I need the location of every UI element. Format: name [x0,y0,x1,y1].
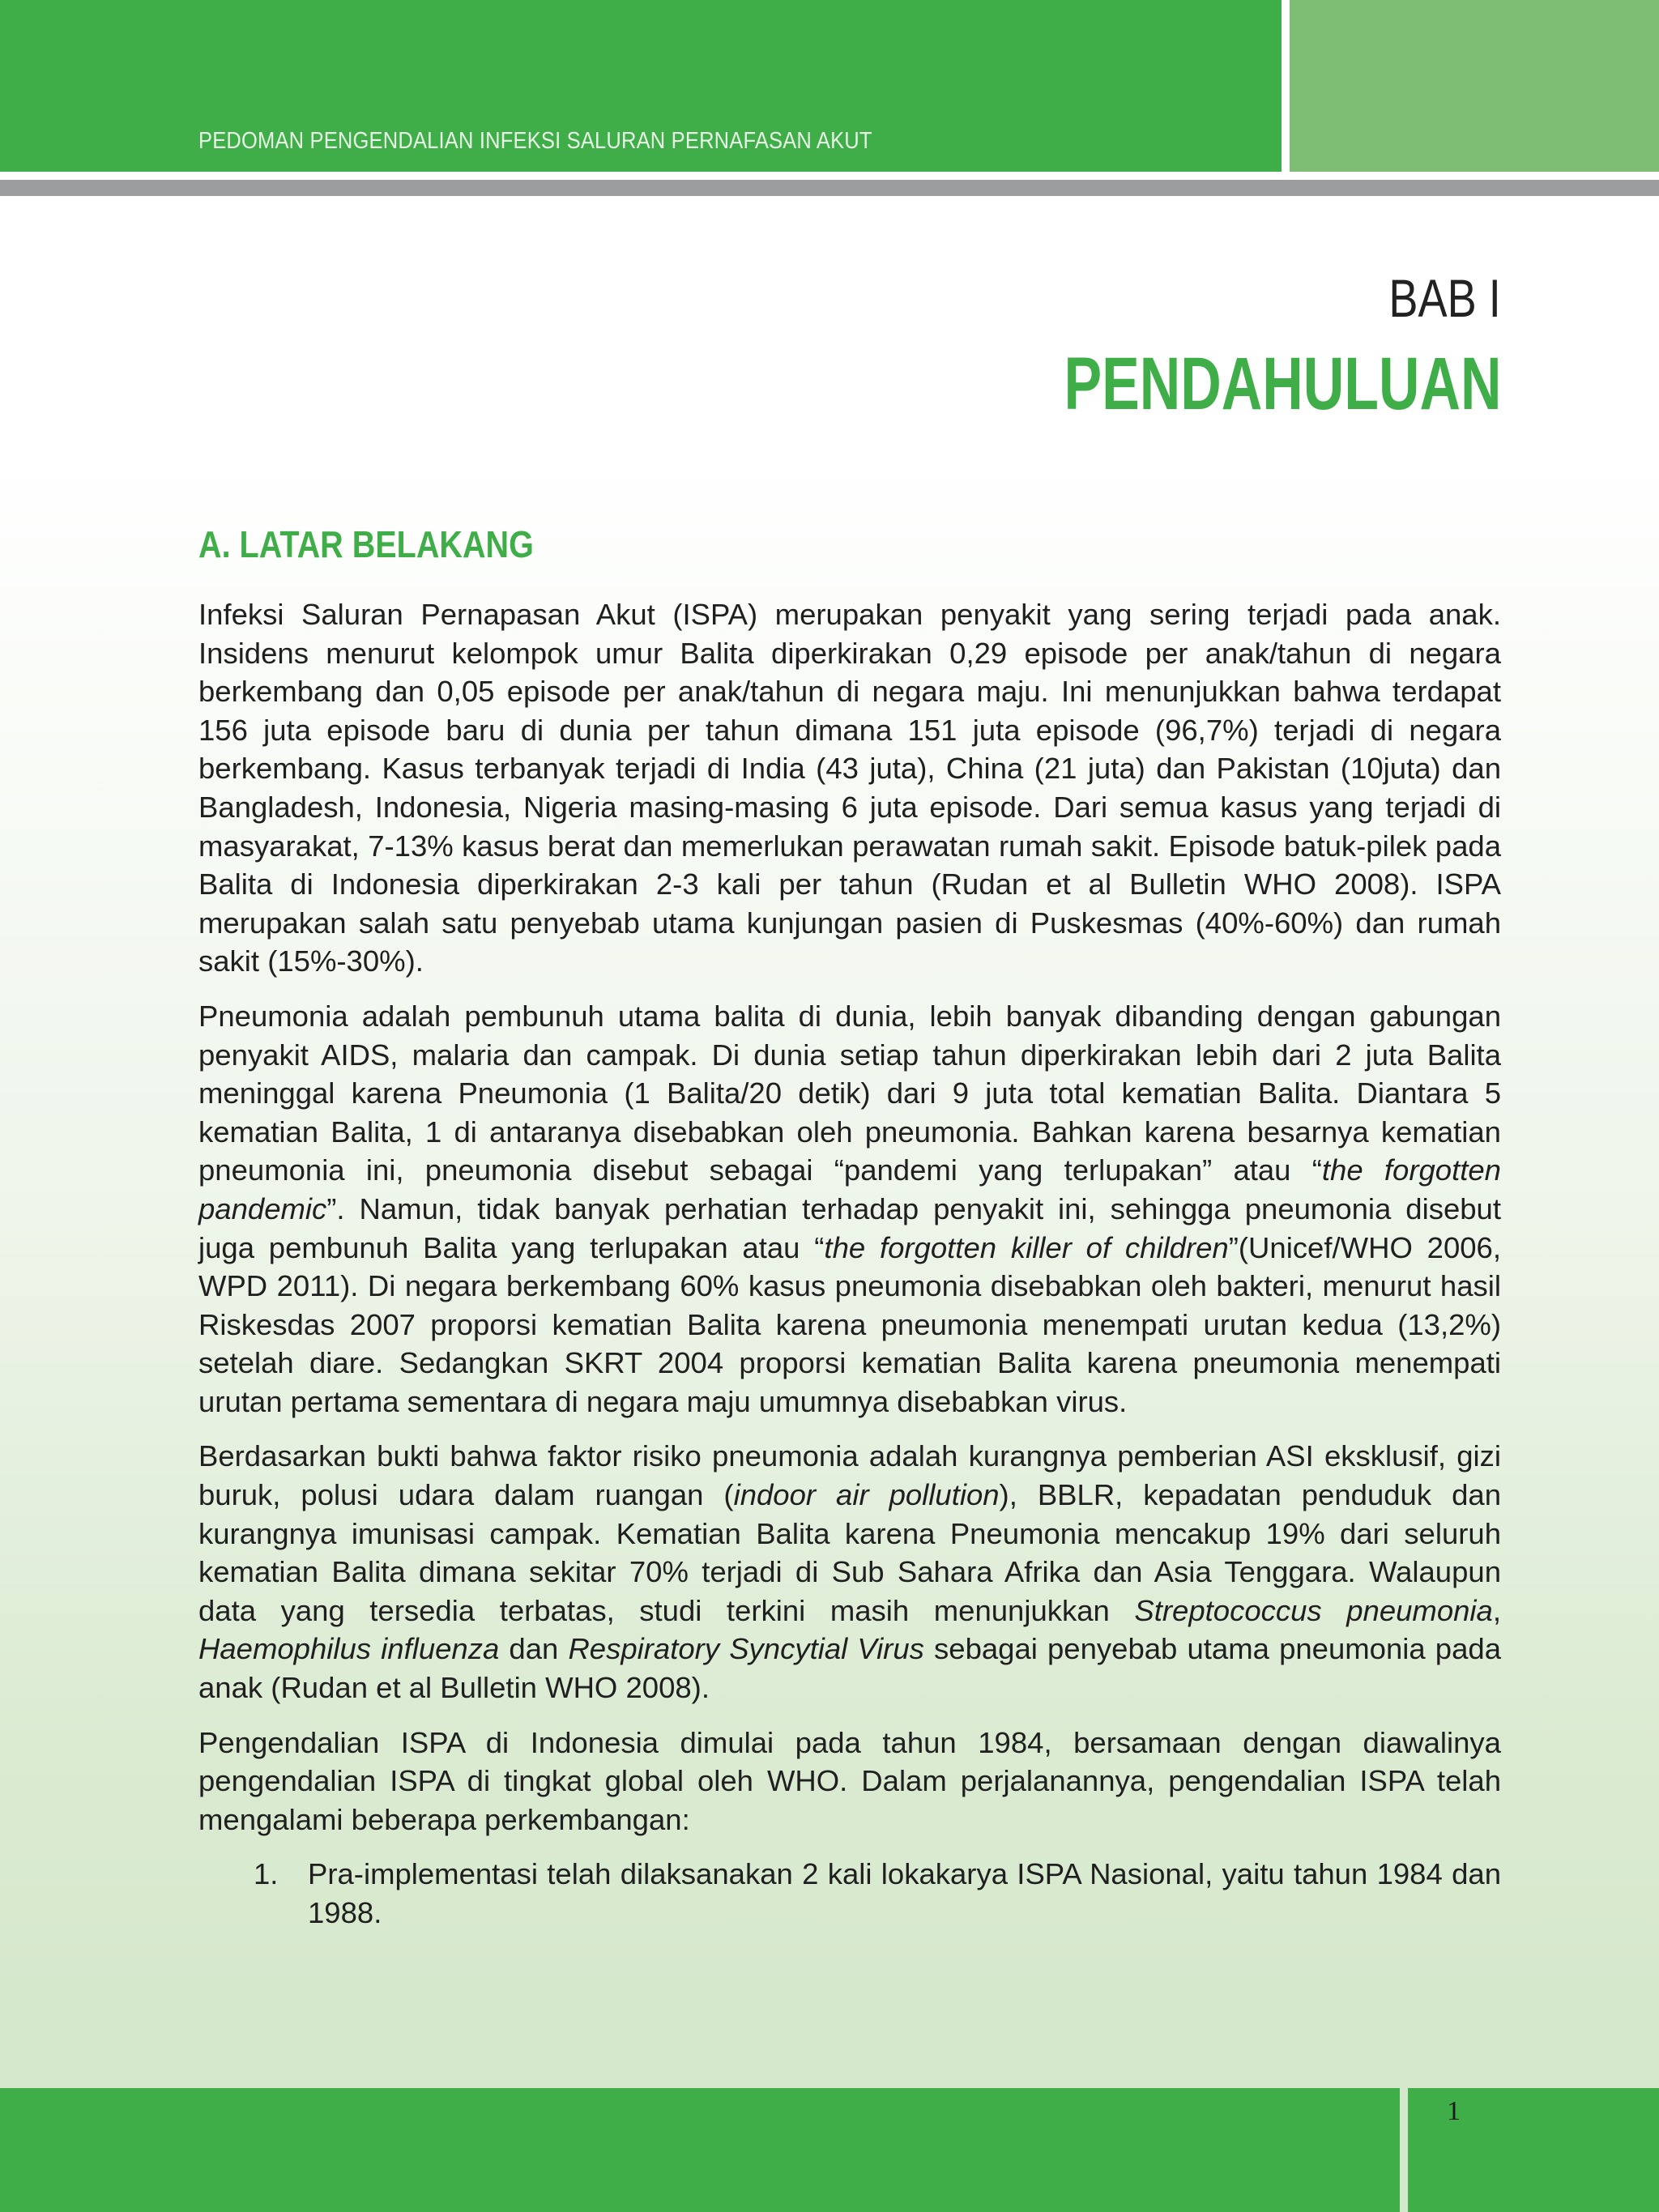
chapter-title: PENDAHULUAN [1064,343,1501,425]
italic-term: indoor air pollution [733,1478,1000,1512]
paragraph-text: ), BBLR, kepadatan penduduk dan kurangnya imunisasi campak. Kematian Balita karena Pneumonia mencakup 19% dari seluruh kematian Balita dimana sekitar 70% terjadi di Sub Sahara Afrika dan Asia Tenggara. Walaupun data yang tersedia terbatas, studi terkini masih menunjukkan [198,1478,1501,1627]
paragraph-4: Pengendalian ISPA di Indonesia dimulai pada tahun 1984, bersamaan dengan diawalinya pengendalian ISPA di tingkat global oleh WHO. Dalam perjalanannya, pengendalian ISPA telah mengalami beberapa perkembangan: [198,1725,1501,1836]
section-heading: A. LATAR BELAKANG [198,523,534,565]
body-content [198,595,1501,1933]
header-side-block [1290,0,1659,172]
footer-side-block [1408,2088,1659,2212]
running-header-title: PEDOMAN PENGENDALIAN INFEKSI SALURAN PERNAFASAN AKUT [198,128,872,154]
page-number: 1 [1447,2096,1461,2126]
header-divider-rule [0,180,1659,196]
italic-term: Streptococcus pneumonia [1134,1593,1493,1627]
list-item-number: 1. [254,1857,279,1891]
paragraph-text: Berdasarkan bukti bahwa faktor risiko pneumonia adalah kurangnya pemberian ASI eksklusif, gizi buruk, polusi udara dalam ruangan ( [198,1439,1501,1512]
paragraph-text: , [1492,1593,1502,1627]
chapter-label: BAB I [1388,268,1501,328]
italic-term: Haemophilus influenza [198,1632,500,1666]
list-item [198,1855,1501,1932]
paragraph-text: dan [499,1632,569,1666]
paragraph-1: Infeksi Saluran Pernapasan Akut (ISPA) merupakan penyakit yang sering terjadi pada anak. Insidens menurut kelompok umur Balita diperkirakan 0,29 episode per anak/tahun di negara berkembang dan 0,05 episode per anak/tahun di negara maju. Ini menunjukkan bahwa terdapat 156 juta episode baru di dunia per tahun dimana 151 juta episode (96,7%) terjadi di negara berkembang. Kasus terbanyak terjadi di India (43 juta), China (21 juta) dan Pakistan (10juta) dan Bangladesh, Indonesia, Nigeria masing-masing 6 juta episode. Dari semua kasus yang terjadi di masyarakat, 7-13% kasus berat dan memerlukan perawatan rumah sakit. Episode batuk-pilek pada Balita di Indonesia diperkirakan 2-3 kali per tahun (Rudan et al Bulletin WHO 2008). ISPA merupakan salah satu penyebab utama kunjungan pasien di Puskesmas (40%-60%) dan rumah sakit (15%-30%). [198,598,1501,978]
paragraph-text: sebagai penyebab utama pneumonia pada anak (Rudan et al Bulletin WHO 2008). [198,1632,1502,1705]
list-item-text: Pra-implementasi telah dilaksanakan 2 kali lokakarya ISPA Nasional, yaitu tahun 1984 dan 1988. [308,1857,1501,1929]
footer-band [0,2088,1400,2212]
paragraph-text: Pneumonia adalah pembunuh utama balita di dunia, lebih banyak dibanding dengan gabungan penyakit AIDS, malaria dan campak. Di dunia setiap tahun diperkirakan lebih dari 2 juta Balita meninggal karena Pneumonia (1 Balita/20 detik) dari 9 juta total kematian Balita. Diantara 5 kematian Balita, 1 di antaranya disebabkan oleh pneumonia. Bahkan karena besarnya kematian pneumonia ini, pneumonia disebut sebagai “pandemi yang terlupakan” atau “ [198,999,1501,1187]
paragraph-2 [198,997,1501,1421]
paragraph-3 [198,1437,1501,1707]
header-band [0,0,1282,172]
italic-term: Respiratory Syncytial Virus [568,1632,924,1666]
italic-term: the forgotten killer of children [824,1230,1229,1264]
paragraph-text: ”(Unicef/WHO 2006, WPD 2011). Di negara berkembang 60% kasus pneumonia disebabkan oleh bakteri, menurut hasil Riskesdas 2007 proporsi kematian Balita karena pneumonia menempati urutan kedua (13,2%) setelah diare. Sedangkan SKRT 2004 proporsi kematian Balita karena pneumonia menempati urutan pertama sementara di negara maju umumnya disebabkan virus. [198,1230,1501,1418]
paragraph-text: ”. Namun, tidak banyak perhatian terhadap penyakit ini, sehingga pneumonia disebut juga pembunuh Balita yang terlupakan atau “ [198,1191,1501,1264]
italic-term: the forgotten pandemic [198,1153,1501,1225]
